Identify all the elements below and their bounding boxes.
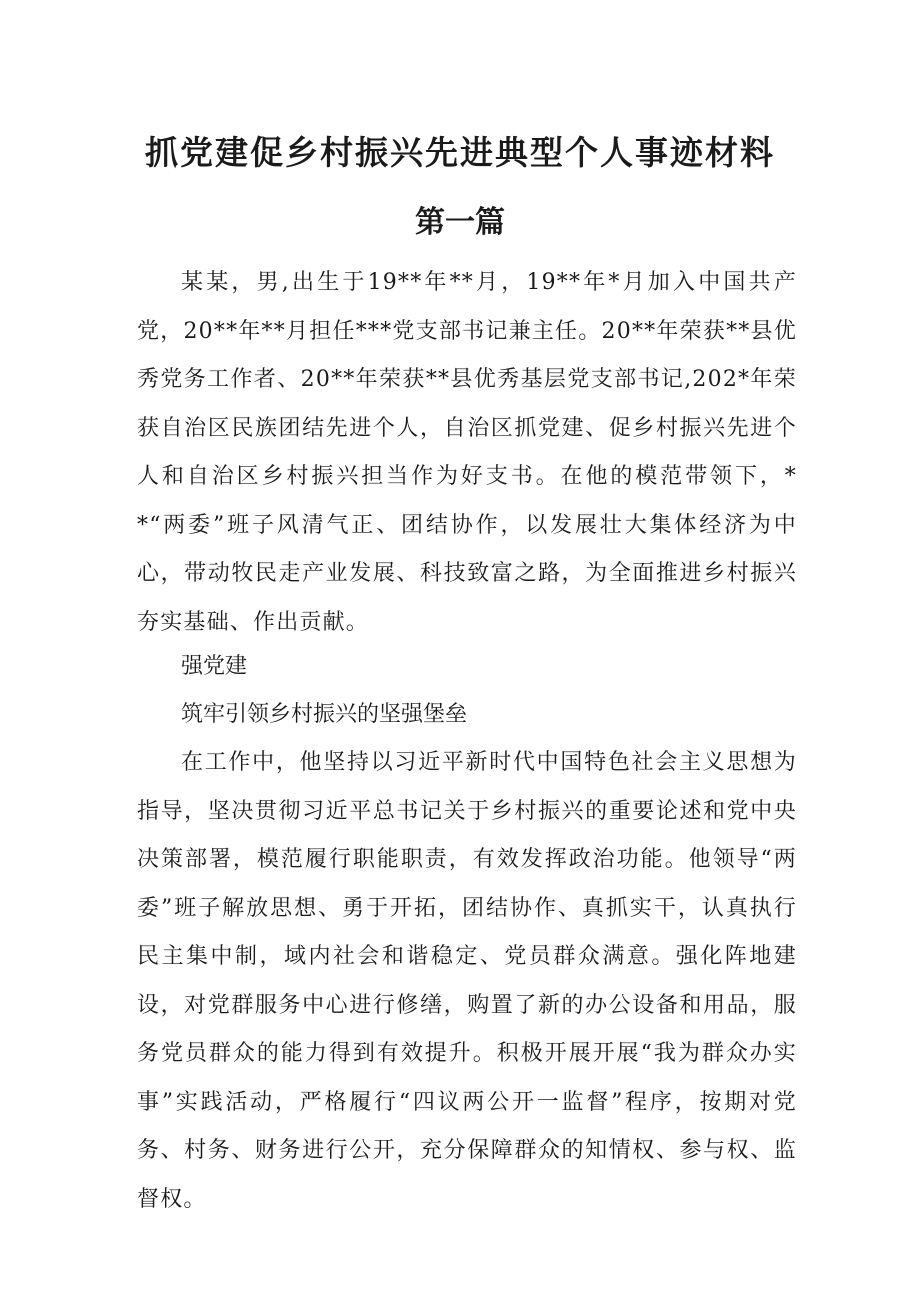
document-subtitle: 第一篇 xyxy=(415,205,505,240)
document-title: 抓党建促乡村振兴先进典型个人事迹材料 xyxy=(145,133,775,172)
body-paragraph-intro: 某某，男,出生于19**年**月，19**年*月加入中国共产党，20**年**月担任***党支部书记兼主任。20**年荣获**县优秀党务工作者、20**年荣获**县优秀基层党支部书记,202*年荣获自治区民族团结先进个人，自治区抓党建、促乡村振兴先进个人和自治区乡村振兴担当作为好支书。在他的模范带领下，**“两委”班子风清气正、团结协作，以发展壮大集体经济为中心，带动牧民走产业发展、科技致富之路，为全面推进乡村振兴夯实基础、作出贡献。 xyxy=(137,270,797,635)
body-paragraph-work: 在工作中，他坚持以习近平新时代中国特色社会主义思想为指导，坚决贯彻习近平总书记关于乡村振兴的重要论述和党中央决策部署，模范履行职能职责，有效发挥政治功能。他领导“两委”班子解放思想、勇于开拓，团结协作、真抓实干，认真执行民主集中制，域内社会和谐稳定、党员群众满意。强化阵地建设，对党群服务中心进行修缮，购置了新的办公设备和用品，服务党员群众的能力得到有效提升。积极开展开展“我为群众办实事”实践活动，严格履行“四议两公开一监督”程序，按期对党务、村务、财务进行公开，充分保障群众的知情权、参与权、监督权。 xyxy=(137,750,797,1212)
section-heading-strengthen-party: 强党建 xyxy=(181,654,248,679)
section-subheading-fortress: 筑牢引领乡村振兴的坚强堡垒 xyxy=(181,702,468,727)
